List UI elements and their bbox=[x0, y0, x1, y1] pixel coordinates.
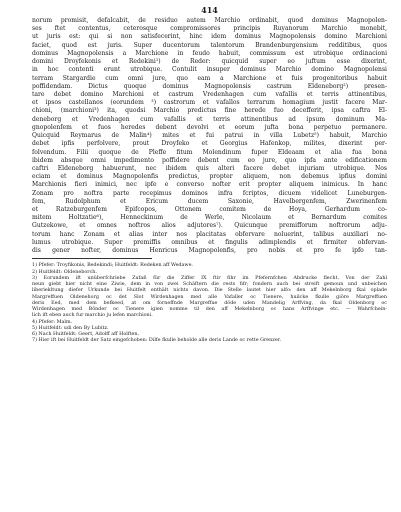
text-line: et Ratzeburgenfem Epifcopos, Ottonem comitem de Hoya, Gerhardum co- bbox=[32, 206, 387, 214]
footnote-line: neun giebt hier nicht eine Ziwie, dem in von zwei Schäftern die rests fifr; fondern auch bei streift gemoun und unbeichen bbox=[32, 281, 387, 288]
text-line: gnopolenfem et fuos heredes debent devolvi et eorum jufta bona perpetuo permanere. bbox=[32, 123, 387, 131]
footnote-line: liberiekltung diefer Urkunde bei Huitfelt enthält nichts davon. Die Stelle lautet hier alfo: den aff Mekelnborg fkal oplade bbox=[32, 287, 387, 294]
text-line: ses ftet contentus, ceterosque compromissores principis Ruyanorum Marchio monebit, bbox=[32, 25, 387, 33]
text-line: Quicquid Reymarus de Malin⁴) mites et fui patrui in villa Lubetz⁵) habuit, Marchio bbox=[32, 132, 387, 140]
footnote-line: 4) Pfefer: Malm. bbox=[32, 318, 73, 325]
text-line: norum promisit, defalcabit, de residuo autem Marchio ordinabit, quod dominus Magnopolen- bbox=[32, 17, 387, 24]
text-line: lumus utrobique. Super premiffis omnibus et fingulis adimplendis et firmiter obfervan- bbox=[32, 238, 387, 246]
text-line: Gutzekowe, et omnes noftros alios adjutores⁷). Quicunque premifforum noftrorum adju- bbox=[32, 222, 387, 230]
footnotes bbox=[32, 262, 387, 343]
text-line: debet ipfis perfolvere, prout Droyfeko et Georgius Hafenkop, milites, dixerint per- bbox=[32, 140, 387, 148]
main-text bbox=[32, 17, 387, 255]
text-line: deneborg et Vredenhagen cum vafallis et terris attinentibus ad ipsum dominum Ma- bbox=[32, 115, 387, 123]
page-number: 414 bbox=[201, 5, 218, 15]
footnote-line: deris Eed, med dem befkeed, at om forneffnde Margreffue döde uden Mandelig Arffving, da fkal Oldenborg oc bbox=[32, 299, 387, 306]
text-line: et ipsos castellanos (eorundem ³) castrorum et vafallos terrarum homagium justit facere Mar- bbox=[32, 99, 387, 107]
footnote-line: lich ift eben auch fur marchio ju lefen marchioni. bbox=[32, 312, 153, 319]
text-line: in hoc contenti erunt utrobique. Contulit insuper dominus Marchio domino Magnopolensi bbox=[32, 66, 387, 74]
footnote-line: Wirdenhagen med Bönder oc Tienere igien nomme til den aff Mekelnborg oc hans Arffvinge etc. — Wahrfchein- bbox=[32, 306, 387, 313]
footnote-line: 6) Nach Huitfeldt: Geert, Adolff aff Holften. bbox=[32, 331, 140, 338]
footnote-line: 2) Huitfeldt: Oldeneborch. bbox=[32, 268, 97, 275]
text-line: poffidendam. Dictus quoque dominus Magnopolensis castrum Eldeneborg²) presen- bbox=[32, 82, 387, 90]
text-line: faciet, quod est juris. Super ducentorum talentorum Brandenburgensium redditibus, quos bbox=[32, 41, 387, 49]
footnote-line: 5) Huitfeldt: udi den By Lubitz. bbox=[32, 324, 109, 331]
text-line: Marchionis fieri inimici, nec ipfe e converso nofter erit propter aliquem inimicus. In hanc bbox=[32, 181, 387, 189]
footnote-line: 3) Eorundem ift unüberfchriebe Zufaß für die Ziffer IX ftir fihr im Pfefernfchen Abdrucke flecht. Von der Zahl bbox=[32, 274, 387, 281]
footnote-separator bbox=[32, 258, 152, 259]
text-line: domini Droyfekonis et Redekini¹) de Reder: quicquid super eo juftum esse dixerint, bbox=[32, 58, 387, 66]
text-line: mitem Holtzatie⁶), Henneckinum de Werle, Nicolaum et Bernardum comites bbox=[32, 214, 387, 222]
text-line: ibidem absque omni impedimento poffidere debent cum eo jure, quo ipfa ante edificationem bbox=[32, 156, 387, 164]
text-line: chioni, (marchioni³) ita, quodsi Marchio predictus fine herede fuo decefferit, ipsa caftra El- bbox=[32, 107, 387, 115]
text-line: dis gener nofter, dominus Henricus Magnopolenfis, pro nobis et pro fe ipfo tan- bbox=[32, 247, 387, 255]
text-line: Zonam pro noftra parte recepimus dominos infra fcriptos, dicuem videlicet Luneburgen- bbox=[32, 189, 387, 197]
text-line: eciam et dominus Magnopolenfis predictus, propter aliquem, non debemus ipfius domini bbox=[32, 173, 387, 181]
footnote-line: Margreffuen Oldenehorg oc det Slot Wirdenhagen med alle Vafaller oc Tienere, huilcke fkulle giöre Margreffuen bbox=[32, 293, 387, 300]
text-line: torum hanc Zonam et alias inter nos placitatas obfervare noluerint, talibus auxiliari no- bbox=[32, 230, 387, 238]
text-line: fem, Rudolphum et Ericum ducem Saxonie, Havelbergenfem, Zwerinenfem bbox=[32, 197, 387, 205]
footnote-line: 7) Hier ift bei Huitfeldt der Satz eingefchoben: Dilfe fkulle beholde alle deris Lande oc rette Grenzer. bbox=[32, 337, 282, 344]
text-line: caftri Eldeneborg habuerunt, nec ibidem quis alteri facere debet injuriam utrobique. Nos bbox=[32, 164, 387, 172]
text-line: folvendum. Filii quoque de Pleffe fitum Molendinum fuper Eldeaam et alia fua bona bbox=[32, 148, 387, 156]
text-line: ut juris est: qui si non satisfecerint, hinc idem dominus Magnopolensis domino Marchioni bbox=[32, 33, 387, 41]
footnote-line: 1) Pfefer: Troyfikonis, Bedekindi; Huitfeldt: Redeken aff Wedawe. bbox=[32, 262, 193, 269]
text-line: tare debet domino Marchioni et castrum Vredenhagen cum vafallis et terris attinentibus, bbox=[32, 90, 387, 98]
text-line: terram Stargardie cum omni jure, quo eam a Marchione et fuis progenitoribus habuit bbox=[32, 74, 387, 82]
text-line: dominus Magnopolensis a Marchione in feudo habuit, commissum est utrobique ordinacioni bbox=[32, 49, 387, 57]
